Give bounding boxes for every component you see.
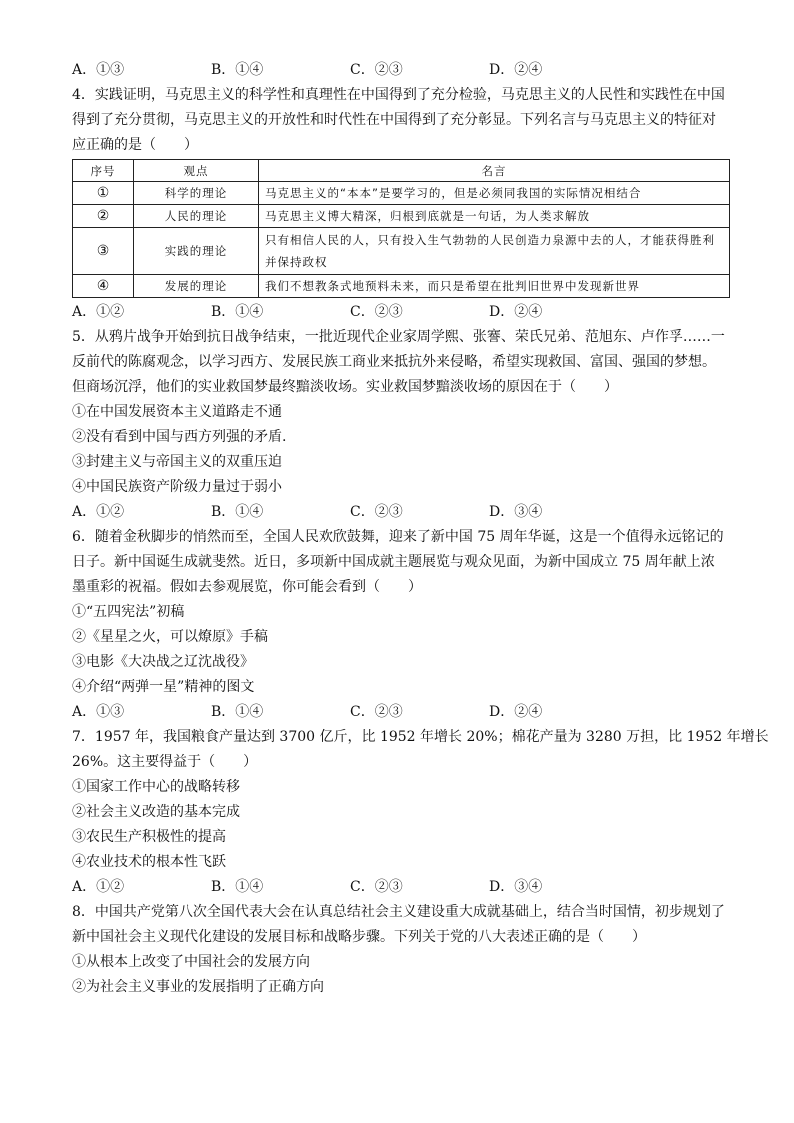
q5-stem-line-1: 5．从鸦片战争开始到抗日战争结束，一批近现代企业家周学熙、张謇、荣氏兄弟、范旭东、卢作孚……一	[72, 329, 725, 345]
table-row	[73, 228, 730, 275]
q7-item: ④农业技术的根本性飞跃	[72, 854, 226, 870]
q8-item: ①从根本上改变了中国社会的发展方向	[72, 954, 310, 970]
q4-stem-line-1: 4．实践证明，马克思主义的科学性和真理性在中国得到了充分检验，马克思主义的人民性和实践性在中国	[72, 87, 725, 103]
q6-item: ②《星星之火，可以燎原》手稿	[72, 629, 268, 645]
q5-stem-line-2: 反前代的陈腐观念，以学习西方、发展民族工商业来抵抗外来侵略，希望实现救国、富国、强国的梦想。	[72, 354, 716, 370]
row-quote: 马克思主义的“本本”是要学习的，但是必须同我国的实际情况相结合	[259, 182, 730, 205]
q4-option-c[interactable]: C．②③	[350, 304, 403, 320]
q7-option-c[interactable]: C．②③	[350, 879, 403, 895]
q4-option-a[interactable]: A．①②	[72, 304, 125, 320]
row-quote: 只有相信人民的人，只有投入生气勃勃的人民创造力泉源中去的人，才能获得胜利并保持政权	[259, 228, 730, 275]
q5-option-b[interactable]: B．①④	[211, 504, 264, 520]
question-5	[72, 325, 732, 525]
q7-item: ③农民生产积极性的提高	[72, 829, 226, 845]
q4-option-b[interactable]: B．①④	[211, 304, 264, 320]
question-7	[72, 725, 769, 900]
row-quote: 马克思主义博大精深，归根到底就是一句话，为人类求解放	[259, 205, 730, 228]
row-num: ③	[73, 228, 134, 275]
q3-option-c[interactable]: C．②③	[350, 62, 403, 78]
table-row	[73, 275, 730, 298]
q5-stem-line-3: 但商场沉浮，他们的实业救国梦最终黯淡收场。实业救国梦黯淡收场的原因在于（ ）	[72, 379, 618, 395]
q3-options	[72, 58, 732, 83]
q4-stem-line-3: 应正确的是（ ）	[72, 137, 198, 153]
q5-item: ③封建主义与帝国主义的双重压迫	[72, 454, 282, 470]
q7-stem-line-2: 26%。这主要得益于（ ）	[72, 754, 258, 770]
q4-option-d[interactable]: D．②④	[489, 304, 543, 320]
q5-options	[72, 500, 732, 525]
exam-page	[72, 58, 769, 1000]
q5-item: ②没有看到中国与西方列强的矛盾.	[72, 429, 287, 445]
q5-option-a[interactable]: A．①②	[72, 504, 125, 520]
header-quote: 名言	[259, 160, 730, 182]
row-num: ④	[73, 275, 134, 298]
q7-stem-line-1: 7．1957 年，我国粮食产量达到 3700 亿斤，比 1952 年增长 20%；棉花产量为 3280 万担，比 1952 年增长	[72, 729, 769, 745]
row-num: ②	[73, 205, 134, 228]
q7-item: ②社会主义改造的基本完成	[72, 804, 240, 820]
q4-stem-line-2: 得到了充分贯彻，马克思主义的开放性和时代性在中国得到了充分彰显。下列名言与马克思主义的特征对	[72, 112, 716, 128]
q6-stem-line-3: 墨重彩的祝福。假如去参观展览，你可能会看到（ ）	[72, 579, 422, 595]
q8-stem-line-2: 新中国社会主义现代化建设的发展目标和战略步骤。下列关于党的八大表述正确的是（ ）	[72, 929, 646, 945]
q8-item: ②为社会主义事业的发展指明了正确方向	[72, 979, 324, 995]
q5-item: ④中国民族资产阶级力量过于弱小	[72, 479, 282, 495]
q5-option-c[interactable]: C．②③	[350, 504, 403, 520]
row-view: 实践的理论	[134, 228, 259, 275]
question-4	[72, 83, 732, 325]
q7-options	[72, 875, 732, 900]
q8-stem-line-1: 8．中国共产党第八次全国代表大会在认真总结社会主义建设重大成就基础上，结合当时国情，初步规划了	[72, 904, 725, 920]
q4-options	[72, 300, 732, 325]
q6-option-a[interactable]: A．①③	[72, 704, 125, 720]
q6-option-c[interactable]: C．②③	[350, 704, 403, 720]
q5-item: ①在中国发展资本主义道路走不通	[72, 404, 282, 420]
table-row	[73, 205, 730, 228]
q4-quotes-table	[72, 159, 730, 298]
header-view: 观点	[134, 160, 259, 182]
q3-option-d[interactable]: D．②④	[489, 62, 543, 78]
q7-option-d[interactable]: D．③④	[489, 879, 543, 895]
q6-option-d[interactable]: D．②④	[489, 704, 543, 720]
row-num: ①	[73, 182, 134, 205]
q6-item: ④介绍“两弹一星”精神的图文	[72, 679, 255, 695]
q3-option-b[interactable]: B．①④	[211, 62, 264, 78]
q7-item: ①国家工作中心的战略转移	[72, 779, 240, 795]
row-quote: 我们不想教条式地预料未来，而只是希望在批判旧世界中发现新世界	[259, 275, 730, 298]
q6-item: ①“五四宪法”初稿	[72, 604, 185, 620]
q6-stem-line-1: 6．随着金秋脚步的悄然而至，全国人民欢欣鼓舞，迎来了新中国 75 周年华诞，这是一个值得永远铭记的	[72, 529, 724, 545]
q6-stem-line-2: 日子。新中国诞生成就斐然。近日，多项新中国成就主题展览与观众见面，为新中国成立 75 周年献上浓	[72, 554, 715, 570]
q7-option-b[interactable]: B．①④	[211, 879, 264, 895]
row-view: 人民的理论	[134, 205, 259, 228]
q5-option-d[interactable]: D．③④	[489, 504, 543, 520]
table-header-row	[73, 160, 730, 182]
q3-option-a[interactable]: A．①③	[72, 62, 125, 78]
q6-options	[72, 700, 732, 725]
question-8	[72, 900, 732, 1000]
row-view: 科学的理论	[134, 182, 259, 205]
row-view: 发展的理论	[134, 275, 259, 298]
table-row	[73, 182, 730, 205]
header-seq: 序号	[73, 160, 134, 182]
question-6	[72, 525, 732, 725]
q6-option-b[interactable]: B．①④	[211, 704, 264, 720]
q6-item: ③电影《大决战之辽沈战役》	[72, 654, 254, 670]
q7-option-a[interactable]: A．①②	[72, 879, 125, 895]
